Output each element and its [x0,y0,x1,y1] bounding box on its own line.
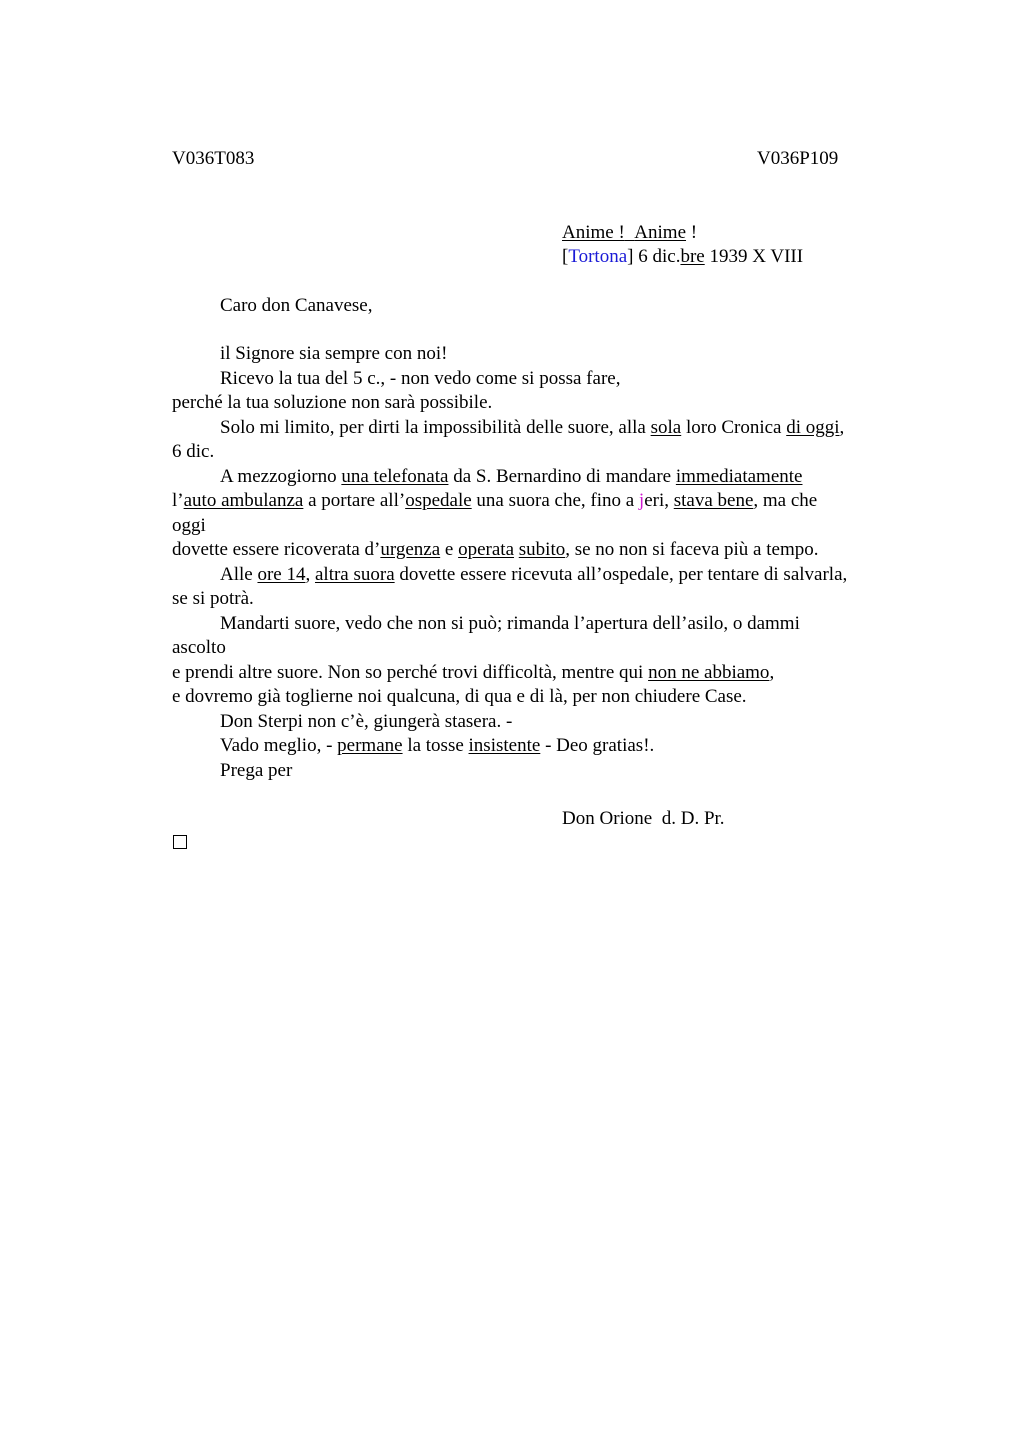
underlined-run: altra suora [314,563,395,585]
letter-body [172,342,912,783]
place-name: Tortona [568,246,628,267]
motto-anime-2: Anime [634,222,687,243]
paragraph-4-line-1 [172,465,912,490]
text-run: , [769,661,775,683]
underlined-run: auto ambulanza [183,490,304,511]
bracket-close: ] [627,246,634,267]
text-run: , [305,563,315,585]
checkbox-square-icon [173,835,187,849]
place-date-line [562,245,803,269]
underlined-run: urgenza [380,539,441,560]
date-part-1: 6 dic. [633,246,681,267]
text-run: eri, [644,490,674,511]
text-run: dovette essere ricevuta all’ospedale, per tentare di salvarla, [394,563,848,585]
paragraph-6-line-1 [172,563,912,588]
underlined-run: non ne abbiamo [648,661,770,683]
paragraph-5 [172,538,912,563]
underlined-run: immediatamente [675,465,803,487]
paragraph-11 [172,734,912,759]
text-run: e prendi altre suore. Non so perché trovi difficoltà, mentre qui [172,661,649,683]
underlined-run: ore 14 [257,563,306,585]
signature: Don Orione d. D. Pr. [562,808,725,829]
underlined-run: operata [458,539,515,560]
paragraph-2-line-1: Ricevo la tua del 5 c., - non vedo come si possa fare, [220,367,621,389]
text-run: l’ [172,490,184,511]
bracket-open: [ [562,246,569,267]
underlined-run: insistente [468,735,541,756]
left-code: V036T083 [172,148,255,169]
salutation: Caro don Canavese, [220,295,373,316]
paragraph-8 [172,661,912,686]
text-run: e [440,539,459,560]
underlined-run: sola [650,416,682,438]
highlighted-letter: j [638,490,645,511]
paragraph-12: Prega per [220,759,293,781]
paragraph-9: e dovremo già toglierne noi qualcuna, di qua e di là, per non chiudere Case. [172,686,747,707]
text-run: Vado meglio, - [220,735,338,756]
text-run: dovette essere ricoverata d’ [172,539,381,560]
motto-anime-1: Anime ! [562,222,625,243]
text-run: a portare all’ [303,490,406,511]
motto-end: ! [686,222,698,243]
paragraph-3-line-1 [172,416,912,441]
text-run: Solo mi limito, per dirti la impossibilità delle suore, alla [220,416,651,438]
underlined-run: stava bene [673,490,754,511]
text-run: la tosse [402,735,469,756]
paragraph-7-line-2: ascolto [172,637,226,658]
date-part-2: bre [680,246,705,267]
paragraph-10: Don Sterpi non c’è, giungerà stasera. - [220,710,513,732]
paragraph-6-line-2: se si potrà. [172,588,254,609]
underlined-run: subito [518,539,566,560]
text-run: , ma che [753,490,818,511]
underlined-run: ospedale [405,490,472,511]
text-run: Alle [220,563,258,585]
date-part-3: 1939 X VIII [704,246,804,267]
text-run: , se no non si faceva più a tempo. [565,539,819,560]
text-run: da S. Bernardino di mandare [448,465,676,487]
paragraph-7-line-1: Mandarti suore, vedo che non si può; rimanda l’apertura dell’asilo, o dammi [220,612,800,634]
paragraph-2-line-2: perché la tua soluzione non sarà possibile. [172,392,493,413]
underlined-run: permane [337,735,403,756]
right-code: V036P109 [757,148,839,169]
underlined-run: una telefonata [341,465,449,487]
paragraph-1: il Signore sia sempre con noi! [220,343,448,364]
paragraph-4-line-3: oggi [172,514,206,536]
text-run: una suora che, fino a [471,490,639,511]
paragraph-4-line-2 [172,489,912,514]
motto-gap [625,222,635,243]
text-run: A mezzogiorno [220,465,342,487]
text-run: , [839,416,845,438]
paragraph-3-line-2: 6 dic. [172,441,215,462]
text-run: - Deo gratias!. [540,735,655,756]
text-run: loro Cronica [681,416,787,438]
motto-line [562,221,697,245]
underlined-run: di oggi [786,416,840,438]
